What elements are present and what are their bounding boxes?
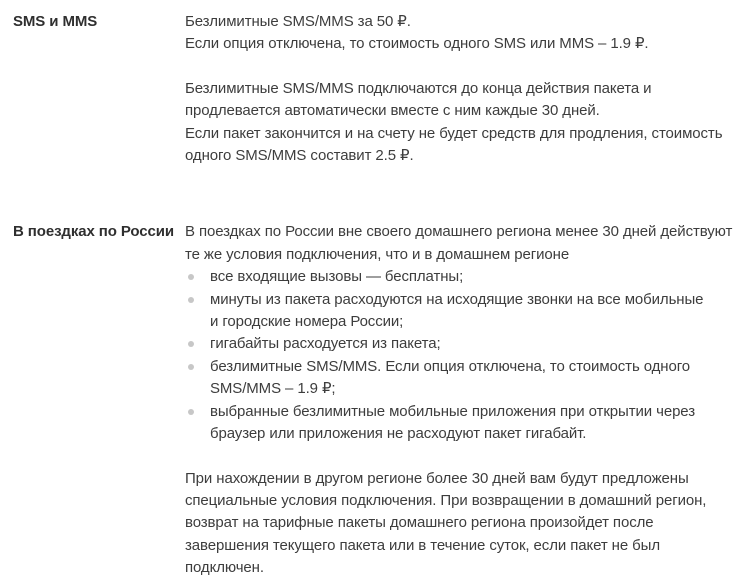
list-item-unlimited-apps [185, 401, 737, 446]
section-travel-russia [13, 221, 741, 579]
text-line: При нахождении в другом регионе более 30 дней вам будут предложены [185, 469, 689, 487]
text-line: и городские номера России; [210, 313, 404, 331]
section-content-travel-russia [185, 221, 737, 579]
section-label-travel-russia: В поездках по России [13, 223, 175, 241]
text-line: гигабайты расходуется из пакета; [210, 335, 441, 353]
section-sms-mms [13, 11, 741, 167]
text-line: все входящие вызовы — бесплатны; [210, 268, 464, 286]
text-line: подключен. [185, 559, 264, 577]
paragraph-sms-renewal [185, 78, 737, 168]
section-content-sms-mms [185, 11, 737, 167]
text-line: Если опция отключена, то стоимость одного SMS или MMS – 1.9 ₽. [185, 35, 649, 53]
text-line: Безлимитные SMS/MMS подключаются до конца действия пакета и [185, 79, 652, 97]
text-line: Безлимитные SMS/MMS за 50 ₽. [185, 13, 411, 30]
text-line: возврат на тарифные пакеты домашнего региона произойдет после [185, 514, 654, 532]
paragraph-travel-long-stay [185, 468, 737, 580]
text-line: браузер или приложения не расходуют пакет гигабайт. [210, 425, 587, 443]
paragraph-travel-intro [185, 221, 737, 266]
list-item-incoming-calls [185, 266, 737, 288]
list-item-unlimited-sms [185, 356, 737, 401]
section-label-sms-mms: SMS и MMS [13, 13, 98, 30]
text-line: продлевается автоматически вместе с ним каждые 30 дней. [185, 102, 600, 120]
text-line: те же условия подключения, что и в домашнем регионе [185, 245, 570, 263]
text-line: В поездках по России вне своего домашнего региона менее 30 дней действуют [185, 223, 733, 241]
text-line: специальные условия подключения. При возвращении в домашний регион, [185, 491, 707, 509]
list-item-package-minutes [185, 289, 737, 334]
text-line: минуты из пакета расходуются на исходящие звонки на все мобильные [210, 290, 704, 308]
text-line: завершения текущего пакета или в течение суток, если пакет не был [185, 536, 660, 554]
text-line: одного SMS/MMS составит 2.5 ₽. [185, 147, 414, 165]
paragraph-sms-price [185, 11, 737, 56]
text-line: выбранные безлимитные мобильные приложения при открытии через [210, 402, 695, 420]
list-item-gigabytes [185, 333, 737, 355]
text-line: безлимитные SMS/MMS. Если опция отключена, то стоимость одного [210, 357, 690, 375]
text-line: SMS/MMS – 1.9 ₽; [210, 380, 336, 398]
text-line: Если пакет закончится и на счету не будет средств для продления, стоимость [185, 124, 723, 142]
travel-conditions-list [185, 266, 737, 445]
